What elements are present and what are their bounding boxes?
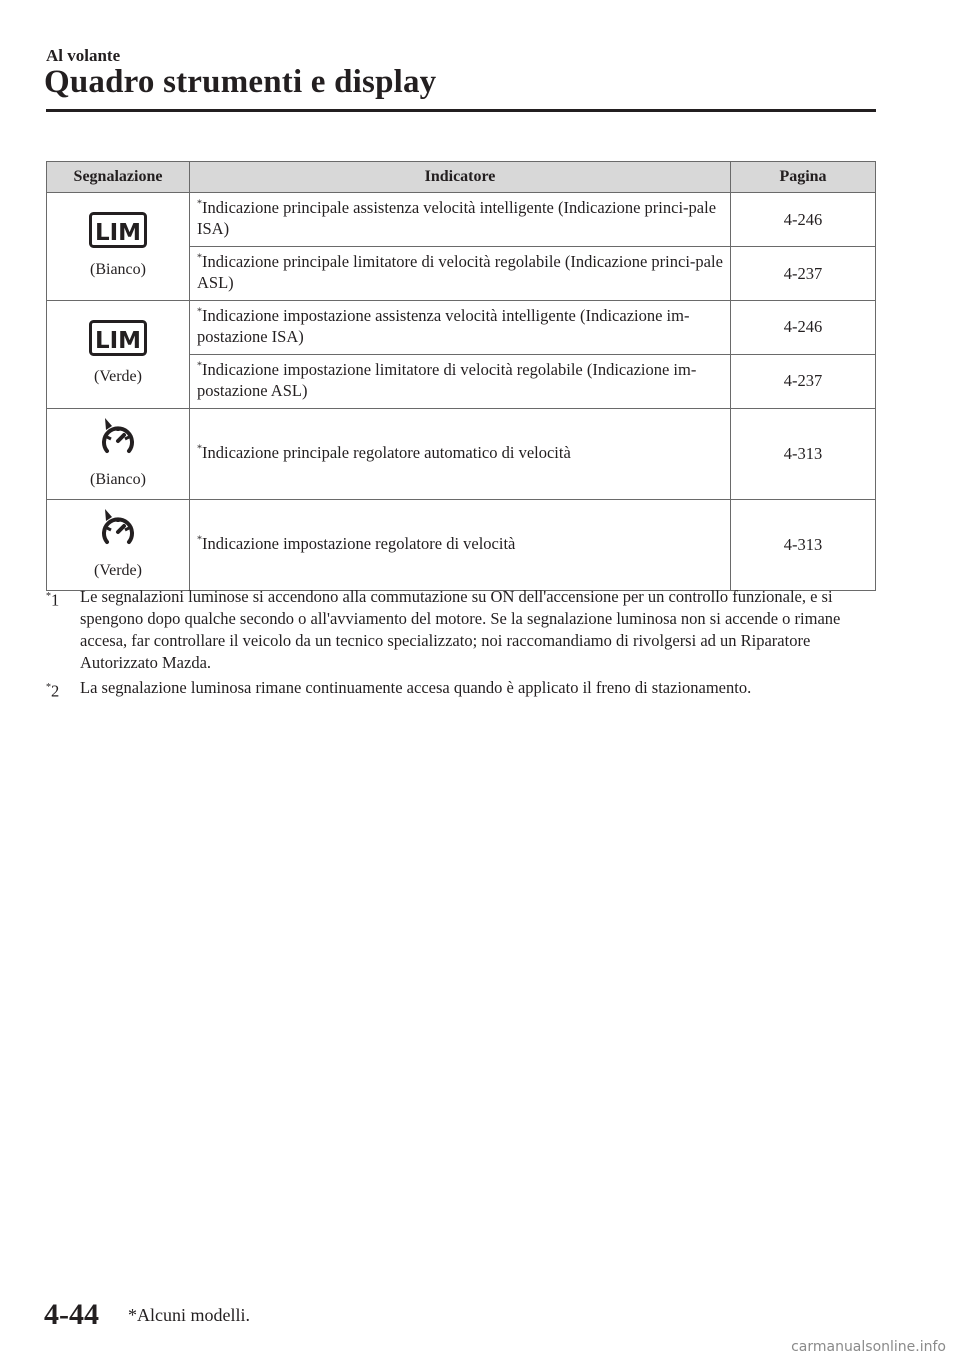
- color-label: (Bianco): [90, 470, 146, 488]
- symbol-cell: [47, 193, 190, 301]
- page-ref: 4-246: [731, 300, 876, 354]
- svg-text:LIM: LIM: [94, 328, 142, 354]
- watermark: carmanualsonline.info: [791, 1339, 946, 1355]
- header-page: Pagina: [731, 162, 876, 193]
- color-label: (Verde): [94, 562, 142, 580]
- table-header-row: [47, 162, 876, 193]
- header-signal: Segnalazione: [47, 162, 190, 193]
- color-label: (Verde): [94, 368, 142, 386]
- header-indicator: Indicatore: [190, 162, 731, 193]
- footnote-text: La segnalazione luminosa rimane continuamente accesa quando è applicato il freno di stazionamento.: [80, 678, 752, 697]
- page-ref: 4-246: [731, 193, 876, 247]
- section-label: Al volante: [46, 46, 121, 65]
- page-ref: 4-313: [731, 499, 876, 590]
- footnote: [46, 586, 876, 674]
- indicator-text: *Indicazione impostazione regolatore di velocità: [190, 499, 731, 590]
- footnote: [46, 677, 876, 699]
- table-row: [47, 193, 876, 247]
- table-row: [47, 499, 876, 590]
- svg-text:LIM: LIM: [94, 220, 142, 247]
- footnote-number: *1: [46, 590, 60, 610]
- page-number: 4-44: [44, 1298, 99, 1331]
- footnote-text: Le segnalazioni luminose si accendono alla commutazione su ON dell'accensione per un controllo funzionale, e si spengono dopo qualche secondo o all'avviamento del motore. Se la segnalazione luminosa non si accende o rimane accesa, far controllare il veicolo da un tecnico specializzato; noi raccomandiamo di rivolgersi ad un Riparatore Autorizzato Mazda.: [80, 587, 841, 672]
- page-ref: 4-237: [731, 354, 876, 408]
- cruise-control-icon: [95, 508, 141, 550]
- page-ref: 4-313: [731, 408, 876, 499]
- indicator-text: *Indicazione principale assistenza velocità intelligente (Indicazione princi-pale ISA): [190, 193, 731, 247]
- indicator-text: *Indicazione principale limitatore di velocità regolabile (Indicazione princi-pale ASL): [190, 246, 731, 300]
- indicator-text: *Indicazione principale regolatore automatico di velocità: [190, 408, 731, 499]
- indicator-text: *Indicazione impostazione assistenza velocità intelligente (Indicazione im-postazione ISA): [190, 300, 731, 354]
- lim-icon: [89, 212, 147, 248]
- indicator-table: [46, 161, 876, 591]
- cruise-control-icon: [95, 417, 141, 459]
- footnote-number: *2: [46, 681, 60, 701]
- page-title: Quadro strumenti e display: [44, 64, 437, 100]
- title-divider: [46, 109, 876, 112]
- table-row: [47, 300, 876, 354]
- symbol-cell: [47, 408, 190, 499]
- footnotes: [46, 586, 876, 702]
- table-row: [47, 408, 876, 499]
- indicator-text: *Indicazione impostazione limitatore di velocità regolabile (Indicazione im-postazione ASL): [190, 354, 731, 408]
- symbol-cell: [47, 499, 190, 590]
- color-label: (Bianco): [90, 260, 146, 278]
- models-note: *Alcuni modelli.: [128, 1305, 250, 1325]
- symbol-cell: [47, 300, 190, 408]
- page-ref: 4-237: [731, 246, 876, 300]
- lim-icon: [89, 320, 147, 356]
